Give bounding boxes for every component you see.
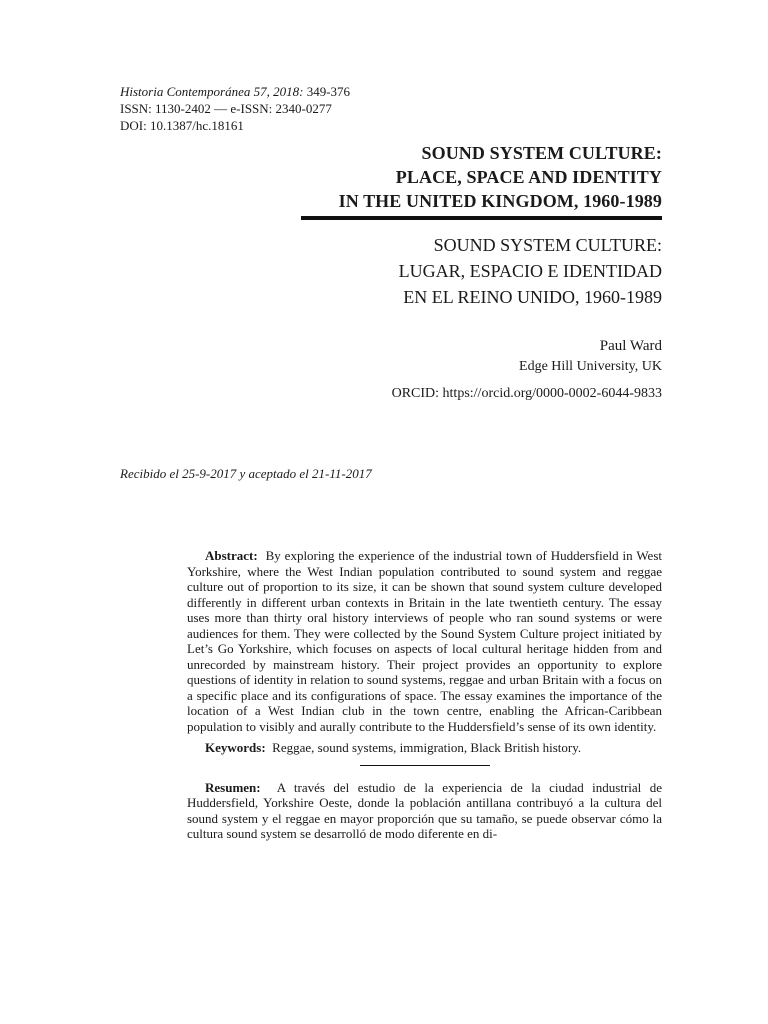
section-divider — [360, 765, 490, 766]
abstract-paragraph — [187, 548, 662, 734]
page-range: 349-376 — [306, 84, 351, 99]
author-name: Paul Ward — [599, 338, 662, 354]
title-spanish — [399, 232, 662, 310]
journal-line — [120, 83, 350, 100]
author-orcid: ORCID: https://orcid.org/0000-0002-6044-9833 — [391, 386, 662, 401]
title-divider — [301, 216, 662, 220]
resumen-paragraph — [187, 780, 662, 842]
resumen-text: A través del estudio de la experiencia de la ciudad industrial de Huddersfield, Yorkshire Oeste, donde la población antillana contribuyó a la cultura del sound system y el reggae en mayor proporción que su tamaño, se puede observar cómo la cultura sound system se desarrolló de modo diferente en di- — [187, 779, 662, 841]
journal-name: Historia Contemporánea — [120, 84, 251, 99]
keywords-text: Reggae, sound systems, immigration, Black British history. — [272, 740, 582, 755]
resumen-label: Resumen: — [205, 779, 261, 795]
received-accepted-dates: Recibido el 25-9-2017 y aceptado el 21-11-2017 — [120, 466, 372, 481]
title-en-line-3: IN THE UNITED KINGDOM, 1960-1989 — [338, 191, 662, 211]
abstract-text: By exploring the experience of the industrial town of Huddersfield in West Yorkshire, where the West Indian population contributed to sound system and reggae culture out of proportion to its size, it can be shown that sound system culture developed differently in different urban contexts in Britain in the late twentieth century. The essay uses more than thirty oral history interviews of people who ran sound systems or were audiences for them. They were collected by the Sound System Culture project initiated by Let’s Go Yorkshire, which focuses on aspects of local cultural heritage hidden from and unrecorded by mainstream history. Their project provides an opportunity to explore questions of identity in relation to sound systems, reggae and urban Britain with a focus on a specific place and its configurations of space. The essay examines the importance of the location of a West Indian club in the town centre, enabling the African-Caribbean population to visibly and aurally contribute to the Huddersfield’s sense of its own identity. — [187, 548, 662, 734]
author-affiliation: Edge Hill University, UK — [519, 359, 662, 374]
citation-header — [120, 83, 350, 134]
issn-line: ISSN: 1130-2402 — e-ISSN: 2340-0277 — [120, 101, 332, 116]
title-es-line-3: EN EL REINO UNIDO, 1960-1989 — [403, 287, 662, 307]
doi-line: DOI: 10.1387/hc.18161 — [120, 118, 244, 133]
title-es-line-1: SOUND SYSTEM CULTURE: — [433, 235, 662, 255]
title-en-line-1: SOUND SYSTEM CULTURE: — [421, 143, 662, 163]
abstract-section — [187, 548, 662, 842]
keywords-label: Keywords: — [205, 740, 266, 755]
keywords-paragraph — [187, 740, 662, 756]
abstract-label: Abstract: — [205, 548, 258, 563]
title-english — [339, 141, 662, 213]
volume-year: 57, 2018: — [253, 84, 304, 99]
title-es-line-2: LUGAR, ESPACIO E IDENTIDAD — [398, 261, 662, 281]
title-en-line-2: PLACE, SPACE AND IDENTITY — [395, 167, 662, 187]
